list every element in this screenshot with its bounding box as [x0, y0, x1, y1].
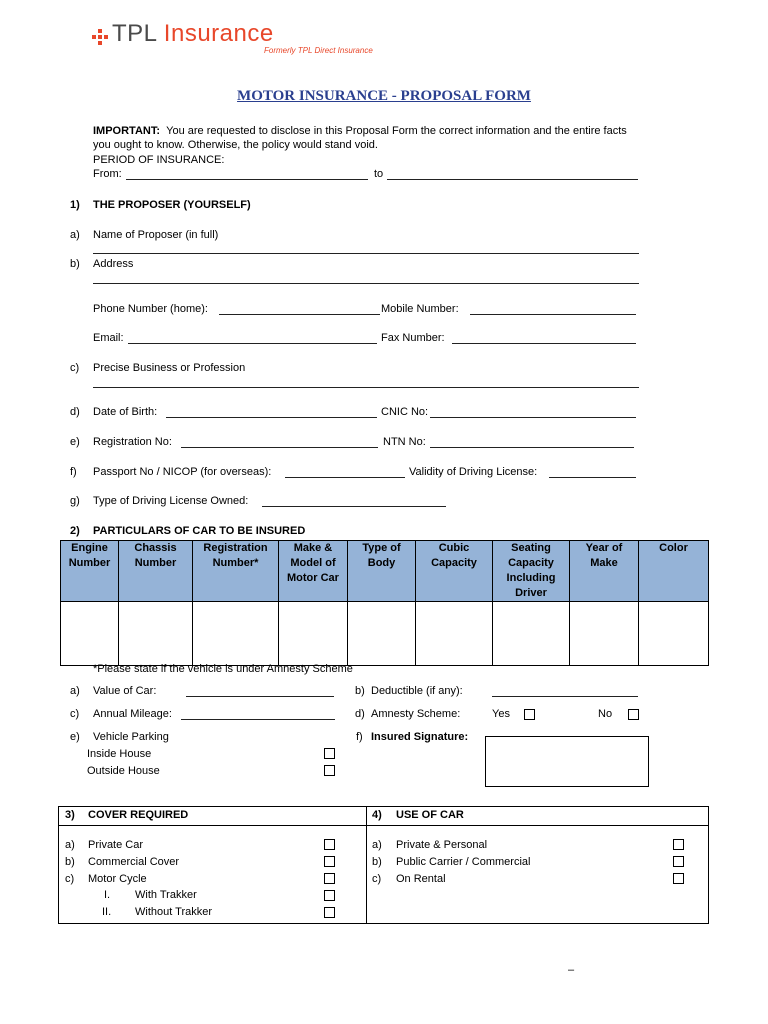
fax-number-label: Fax Number: [381, 332, 445, 344]
amnesty-yes-checkbox[interactable] [524, 709, 535, 720]
to-date-field[interactable] [387, 179, 638, 180]
cover-divider [366, 806, 367, 924]
passport-nicop-field[interactable] [285, 477, 405, 478]
cover-c-letter: c) [65, 873, 75, 885]
on-rental-label: On Rental [396, 873, 446, 885]
important-text-continued: you ought to know. Otherwise, the policy would stand void. [93, 139, 378, 151]
cubic-capacity-cell[interactable] [416, 602, 493, 666]
without-trakker-checkbox[interactable] [324, 907, 335, 918]
without-trakker-label: Without Trakker [135, 906, 213, 918]
col-seating-capacity: Seating Capacity Including Driver [493, 541, 570, 602]
type-of-body-cell[interactable] [348, 602, 416, 666]
logo-subtitle: Formerly TPL Direct Insurance [264, 46, 373, 55]
cover-ii-number: II. [102, 906, 112, 918]
address-field[interactable] [93, 283, 639, 284]
private-car-checkbox[interactable] [324, 839, 335, 850]
item-2c-letter: c) [70, 708, 80, 720]
license-type-label: Type of Driving License Owned: [93, 495, 249, 507]
with-trakker-label: With Trakker [135, 889, 197, 901]
logo-text [112, 20, 274, 48]
value-of-car-label: Value of Car: [93, 685, 157, 697]
use-c-letter: c) [372, 873, 382, 885]
amnesty-scheme-label: Amnesty Scheme: [371, 708, 461, 720]
value-of-car-field[interactable] [186, 696, 334, 697]
business-profession-label: Precise Business or Profession [93, 362, 246, 374]
mobile-number-field[interactable] [470, 314, 636, 315]
color-cell[interactable] [639, 602, 709, 666]
outside-house-label: Outside House [87, 765, 160, 777]
phone-home-field[interactable] [219, 314, 380, 315]
engine-number-cell[interactable] [61, 602, 119, 666]
item-g-letter: g) [70, 495, 80, 507]
email-field[interactable] [128, 343, 377, 344]
cover-header-rule [58, 825, 708, 826]
use-b-letter: b) [372, 856, 382, 868]
name-of-proposer-field[interactable] [93, 253, 639, 254]
col-type-of-body: Type of Body [348, 541, 416, 602]
item-e-letter: e) [70, 436, 80, 448]
cnic-field[interactable] [430, 417, 636, 418]
private-car-label: Private Car [88, 839, 144, 851]
inside-house-checkbox[interactable] [324, 748, 335, 759]
col-chassis-number: Chassis Number [119, 541, 193, 602]
to-label: to [374, 168, 384, 180]
email-label: Email: [93, 332, 124, 344]
with-trakker-checkbox[interactable] [324, 890, 335, 901]
date-of-birth-label: Date of Birth: [93, 406, 158, 418]
amnesty-note: *Please state if the vehicle is under Amnesty Scheme [93, 663, 353, 675]
commercial-cover-label: Commercial Cover [88, 856, 180, 868]
item-d-letter: d) [70, 406, 80, 418]
item-c-letter: c) [70, 362, 80, 374]
public-carrier-label: Public Carrier / Commercial [396, 856, 531, 868]
from-label: From: [93, 168, 122, 180]
vehicle-parking-label: Vehicle Parking [93, 731, 169, 743]
cover-b-letter: b) [65, 856, 75, 868]
registration-number-cell[interactable] [193, 602, 279, 666]
item-2f-letter: f) [356, 731, 363, 743]
seating-capacity-cell[interactable] [493, 602, 570, 666]
motor-cycle-checkbox[interactable] [324, 873, 335, 884]
from-date-field[interactable] [126, 179, 368, 180]
col-make-model: Make & Model of Motor Car [279, 541, 348, 602]
section-1-number: 1) [70, 199, 80, 211]
cover-a-letter: a) [65, 839, 75, 851]
address-label: Address [93, 258, 134, 270]
validity-license-label: Validity of Driving License: [409, 466, 538, 478]
motor-cycle-label: Motor Cycle [88, 873, 147, 885]
period-label: PERIOD OF INSURANCE: [93, 154, 225, 166]
col-engine-number: Engine Number [61, 541, 119, 602]
col-registration-number: Registration Number* [193, 541, 279, 602]
deductible-label: Deductible (if any): [371, 685, 463, 697]
col-year-of-make: Year of Make [570, 541, 639, 602]
amnesty-no-checkbox[interactable] [628, 709, 639, 720]
page-title: MOTOR INSURANCE - PROPOSAL FORM [237, 88, 531, 104]
section-3-heading: COVER REQUIRED [88, 809, 189, 821]
deductible-field[interactable] [492, 696, 638, 697]
registration-no-field[interactable] [181, 447, 378, 448]
section-2-number: 2) [70, 525, 80, 537]
commercial-cover-checkbox[interactable] [324, 856, 335, 867]
annual-mileage-label: Annual Mileage: [93, 708, 172, 720]
mobile-number-label: Mobile Number: [381, 303, 459, 315]
amnesty-yes-label: Yes [492, 708, 510, 720]
col-cubic-capacity: Cubic Capacity [416, 541, 493, 602]
important-label: IMPORTANT: [93, 125, 161, 137]
date-of-birth-field[interactable] [166, 417, 377, 418]
year-of-make-cell[interactable] [570, 602, 639, 666]
license-type-field[interactable] [262, 506, 446, 507]
footer-dash: – [568, 964, 575, 976]
outside-house-checkbox[interactable] [324, 765, 335, 776]
important-text: You are requested to disclose in this Proposal Form the correct information and the entire facts [166, 125, 627, 137]
ntn-label: NTN No: [383, 436, 426, 448]
ntn-field[interactable] [430, 447, 634, 448]
table-row [61, 602, 709, 666]
item-2d-letter: d) [355, 708, 365, 720]
name-of-proposer-label: Name of Proposer (in full) [93, 229, 219, 241]
public-carrier-checkbox[interactable] [673, 856, 684, 867]
item-2a-letter: a) [70, 685, 80, 697]
table-header-row [61, 541, 709, 602]
section-2-heading: PARTICULARS OF CAR TO BE INSURED [93, 525, 306, 537]
logo-brand: TPL [112, 20, 157, 47]
registration-no-label: Registration No: [93, 436, 172, 448]
amnesty-no-label: No [598, 708, 613, 720]
private-personal-label: Private & Personal [396, 839, 488, 851]
insured-signature-label: Insured Signature: [371, 731, 469, 743]
phone-home-label: Phone Number (home): [93, 303, 208, 315]
cover-i-number: I. [104, 889, 111, 901]
col-color: Color [639, 541, 709, 602]
private-personal-checkbox[interactable] [673, 839, 684, 850]
inside-house-label: Inside House [87, 748, 152, 760]
item-a-letter: a) [70, 229, 80, 241]
fax-number-field[interactable] [452, 343, 636, 344]
section-4-number: 4) [372, 809, 382, 821]
validity-license-field[interactable] [549, 477, 636, 478]
annual-mileage-field[interactable] [181, 719, 335, 720]
section-3-number: 3) [65, 809, 75, 821]
business-profession-field[interactable] [93, 387, 639, 388]
insured-signature-box[interactable] [485, 736, 649, 787]
item-f-letter: f) [70, 466, 77, 478]
use-a-letter: a) [372, 839, 382, 851]
make-model-cell[interactable] [279, 602, 348, 666]
important-notice [93, 125, 627, 137]
car-particulars-table [60, 540, 709, 666]
section-4-heading: USE OF CAR [396, 809, 464, 821]
item-2b-letter: b) [355, 685, 365, 697]
item-2e-letter: e) [70, 731, 80, 743]
on-rental-checkbox[interactable] [673, 873, 684, 884]
section-1-heading: THE PROPOSER (YOURSELF) [93, 199, 251, 211]
cnic-label: CNIC No: [381, 406, 429, 418]
item-b-letter: b) [70, 258, 80, 270]
chassis-number-cell[interactable] [119, 602, 193, 666]
passport-nicop-label: Passport No / NICOP (for overseas): [93, 466, 272, 478]
logo-product: Insurance [163, 20, 274, 47]
logo-cross-icon [92, 29, 108, 45]
